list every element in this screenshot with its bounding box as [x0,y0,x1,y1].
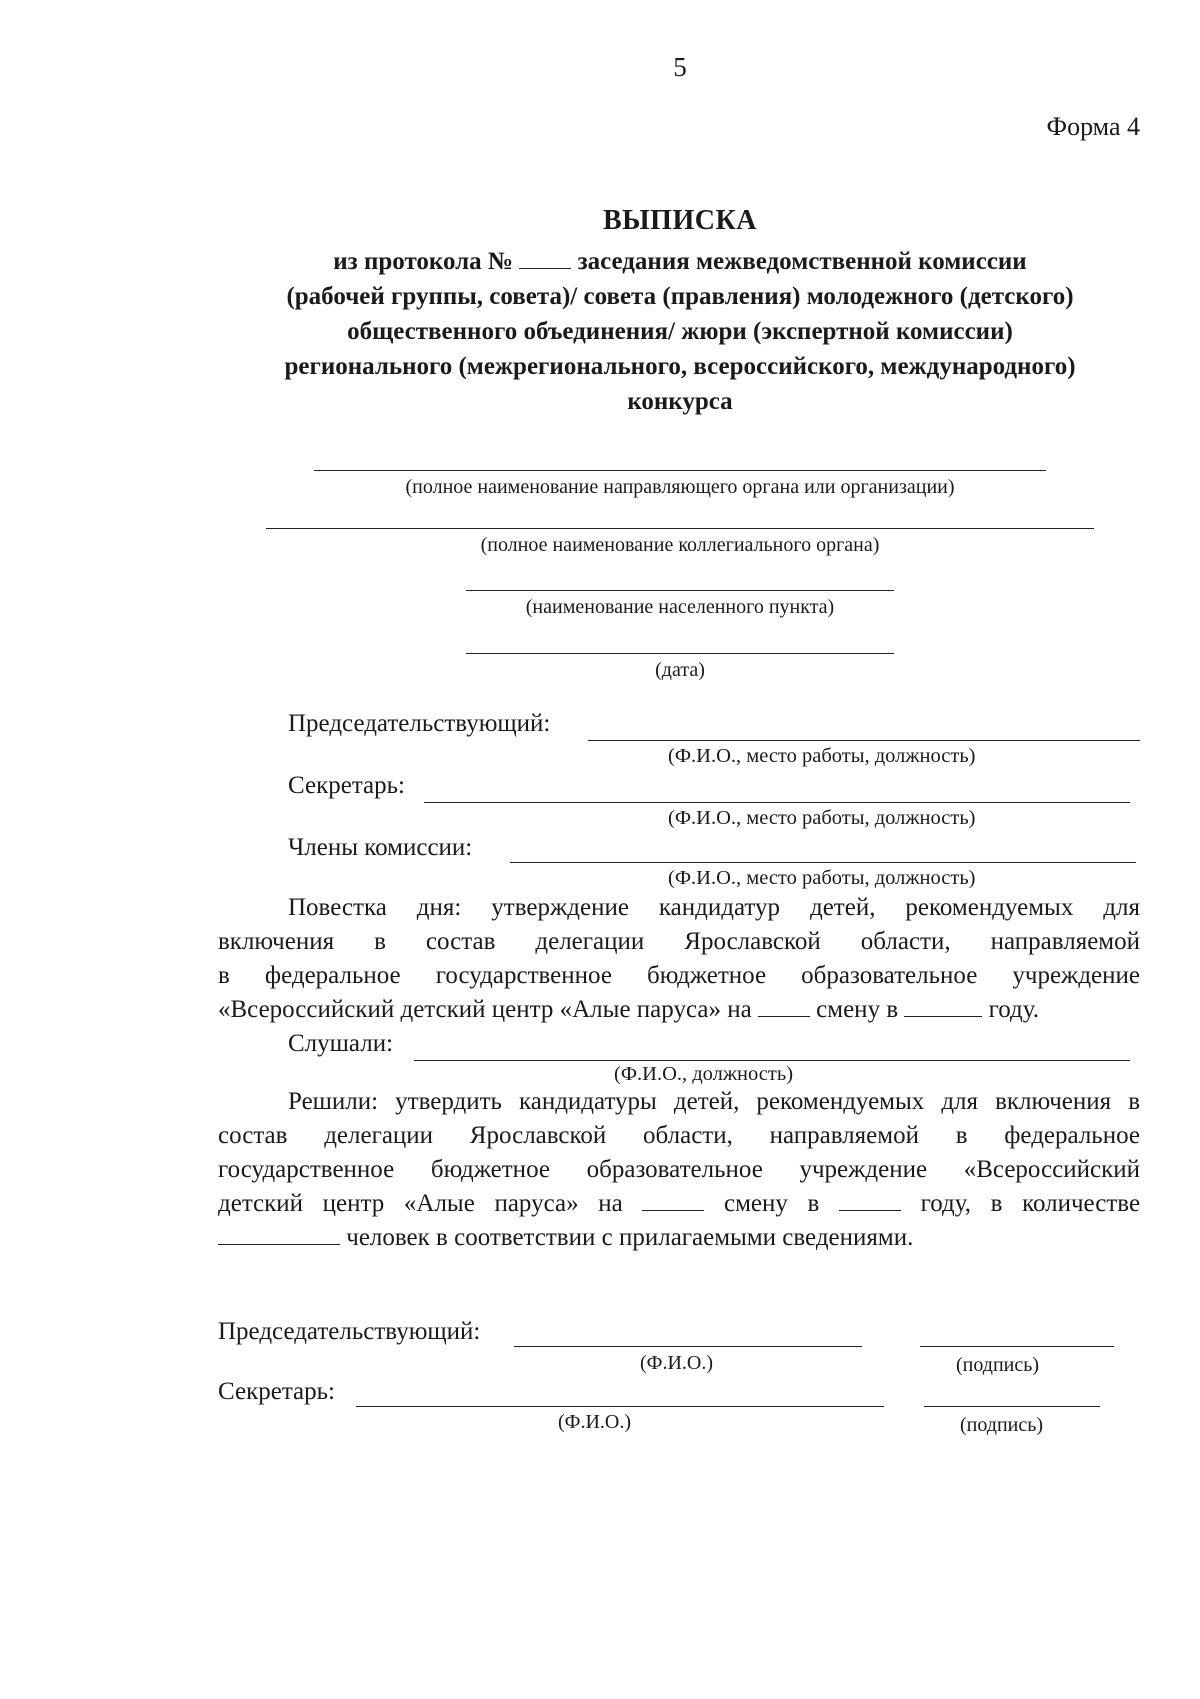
org-name-caption: (полное наименование направляющего органа или организации) [405,476,955,498]
agenda-line-4 [218,996,1140,1024]
collegial-body-caption: (полное наименование коллегиального органа) [480,534,880,556]
secretary-line [424,802,1130,803]
decision-text-c: году, в количестве [920,1190,1141,1217]
decision-line-4 [218,1190,1140,1218]
agenda-text-c: году. [988,996,1040,1023]
agenda-text-a: «Всероссийский детский центр «Алые паруса» на [218,996,752,1023]
agenda-line-3: в федеральное государственное бюджетное образовательное учреждение [218,962,1140,989]
secretary-caption: (Ф.И.О., место работы, должность) [668,807,976,829]
sig-secretary-sign-line [924,1406,1100,1407]
decision-count-blank [218,1226,340,1245]
decision-line-2: состав делегации Ярославской области, направляемой в федеральное [218,1122,1140,1149]
members-line [510,862,1136,863]
subtitle-protocol-suffix: заседания межведомственной комиссии [577,248,1027,275]
agenda-shift-blank [758,998,810,1017]
locality-caption: (наименование населенного пункта) [525,596,835,618]
chair-caption: (Ф.И.О., место работы, должность) [668,745,976,767]
sig-chair-fio-caption: (Ф.И.О.) [640,1352,714,1374]
org-name-line [314,470,1046,471]
decision-text-a: детский центр «Алые паруса» на [218,1190,623,1217]
form-label: Форма 4 [1046,112,1140,141]
decision-text-end: человек в соответствии с прилагаемыми сведениями. [346,1224,914,1251]
members-caption: (Ф.И.О., место работы, должность) [668,867,976,889]
sig-secretary-sign-caption: (подпись) [960,1414,1044,1436]
page-number: 5 [673,52,687,82]
subtitle-line-4: регионального (межрегионального, всероссийского, международного) [284,353,1076,380]
agenda-year-blank [904,998,982,1017]
subtitle-line-1 [0,248,1200,276]
chair-label: Председательствующий: [288,710,551,737]
sig-secretary-label: Секретарь: [218,1378,335,1405]
sig-chair-sign-line [920,1346,1114,1347]
decision-shift-blank [642,1192,704,1211]
chair-line [588,740,1140,741]
subtitle-line-3: общественного объединения/ жюри (экспертной комиссии) [347,318,1013,345]
collegial-body-line [266,528,1094,529]
sig-secretary-fio-caption: (Ф.И.О.) [558,1411,632,1433]
date-caption: (дата) [655,659,705,681]
heard-caption: (Ф.И.О., должность) [614,1063,794,1085]
heard-line [414,1060,1130,1061]
date-line [466,653,894,654]
sig-chair-sign-caption: (подпись) [956,1354,1040,1376]
decision-text-b: смену в [724,1190,820,1217]
agenda-text-b: смену в [816,996,899,1023]
agenda-line-1: Повестка дня: утверждение кандидатур детей, рекомендуемых для [288,894,1140,921]
document-title: ВЫПИСКА [603,205,757,236]
members-label: Члены комиссии: [288,834,473,861]
decision-line-1: Решили: утвердить кандидатуры детей, рекомендуемых для включения в [288,1088,1140,1115]
decision-year-blank [839,1192,901,1211]
locality-line [466,590,894,591]
decision-line-3: государственное бюджетное образовательное учреждение «Всероссийский [218,1156,1140,1183]
subtitle-line-2: (рабочей группы, совета)/ совета (правления) молодежного (детского) [286,283,1074,310]
subtitle-line-5: конкурса [627,388,733,415]
subtitle-protocol-prefix: из протокола № [333,248,514,275]
sig-secretary-fio-line [356,1406,884,1407]
heard-label: Слушали: [288,1030,394,1057]
sig-chair-fio-line [514,1346,862,1347]
decision-line-5 [218,1224,1140,1252]
agenda-line-2: включения в состав делегации Ярославской области, направляемой [218,928,1140,955]
sig-chair-label: Председательствующий: [218,1318,481,1345]
protocol-number-blank [519,250,571,269]
secretary-label: Секретарь: [288,772,405,799]
